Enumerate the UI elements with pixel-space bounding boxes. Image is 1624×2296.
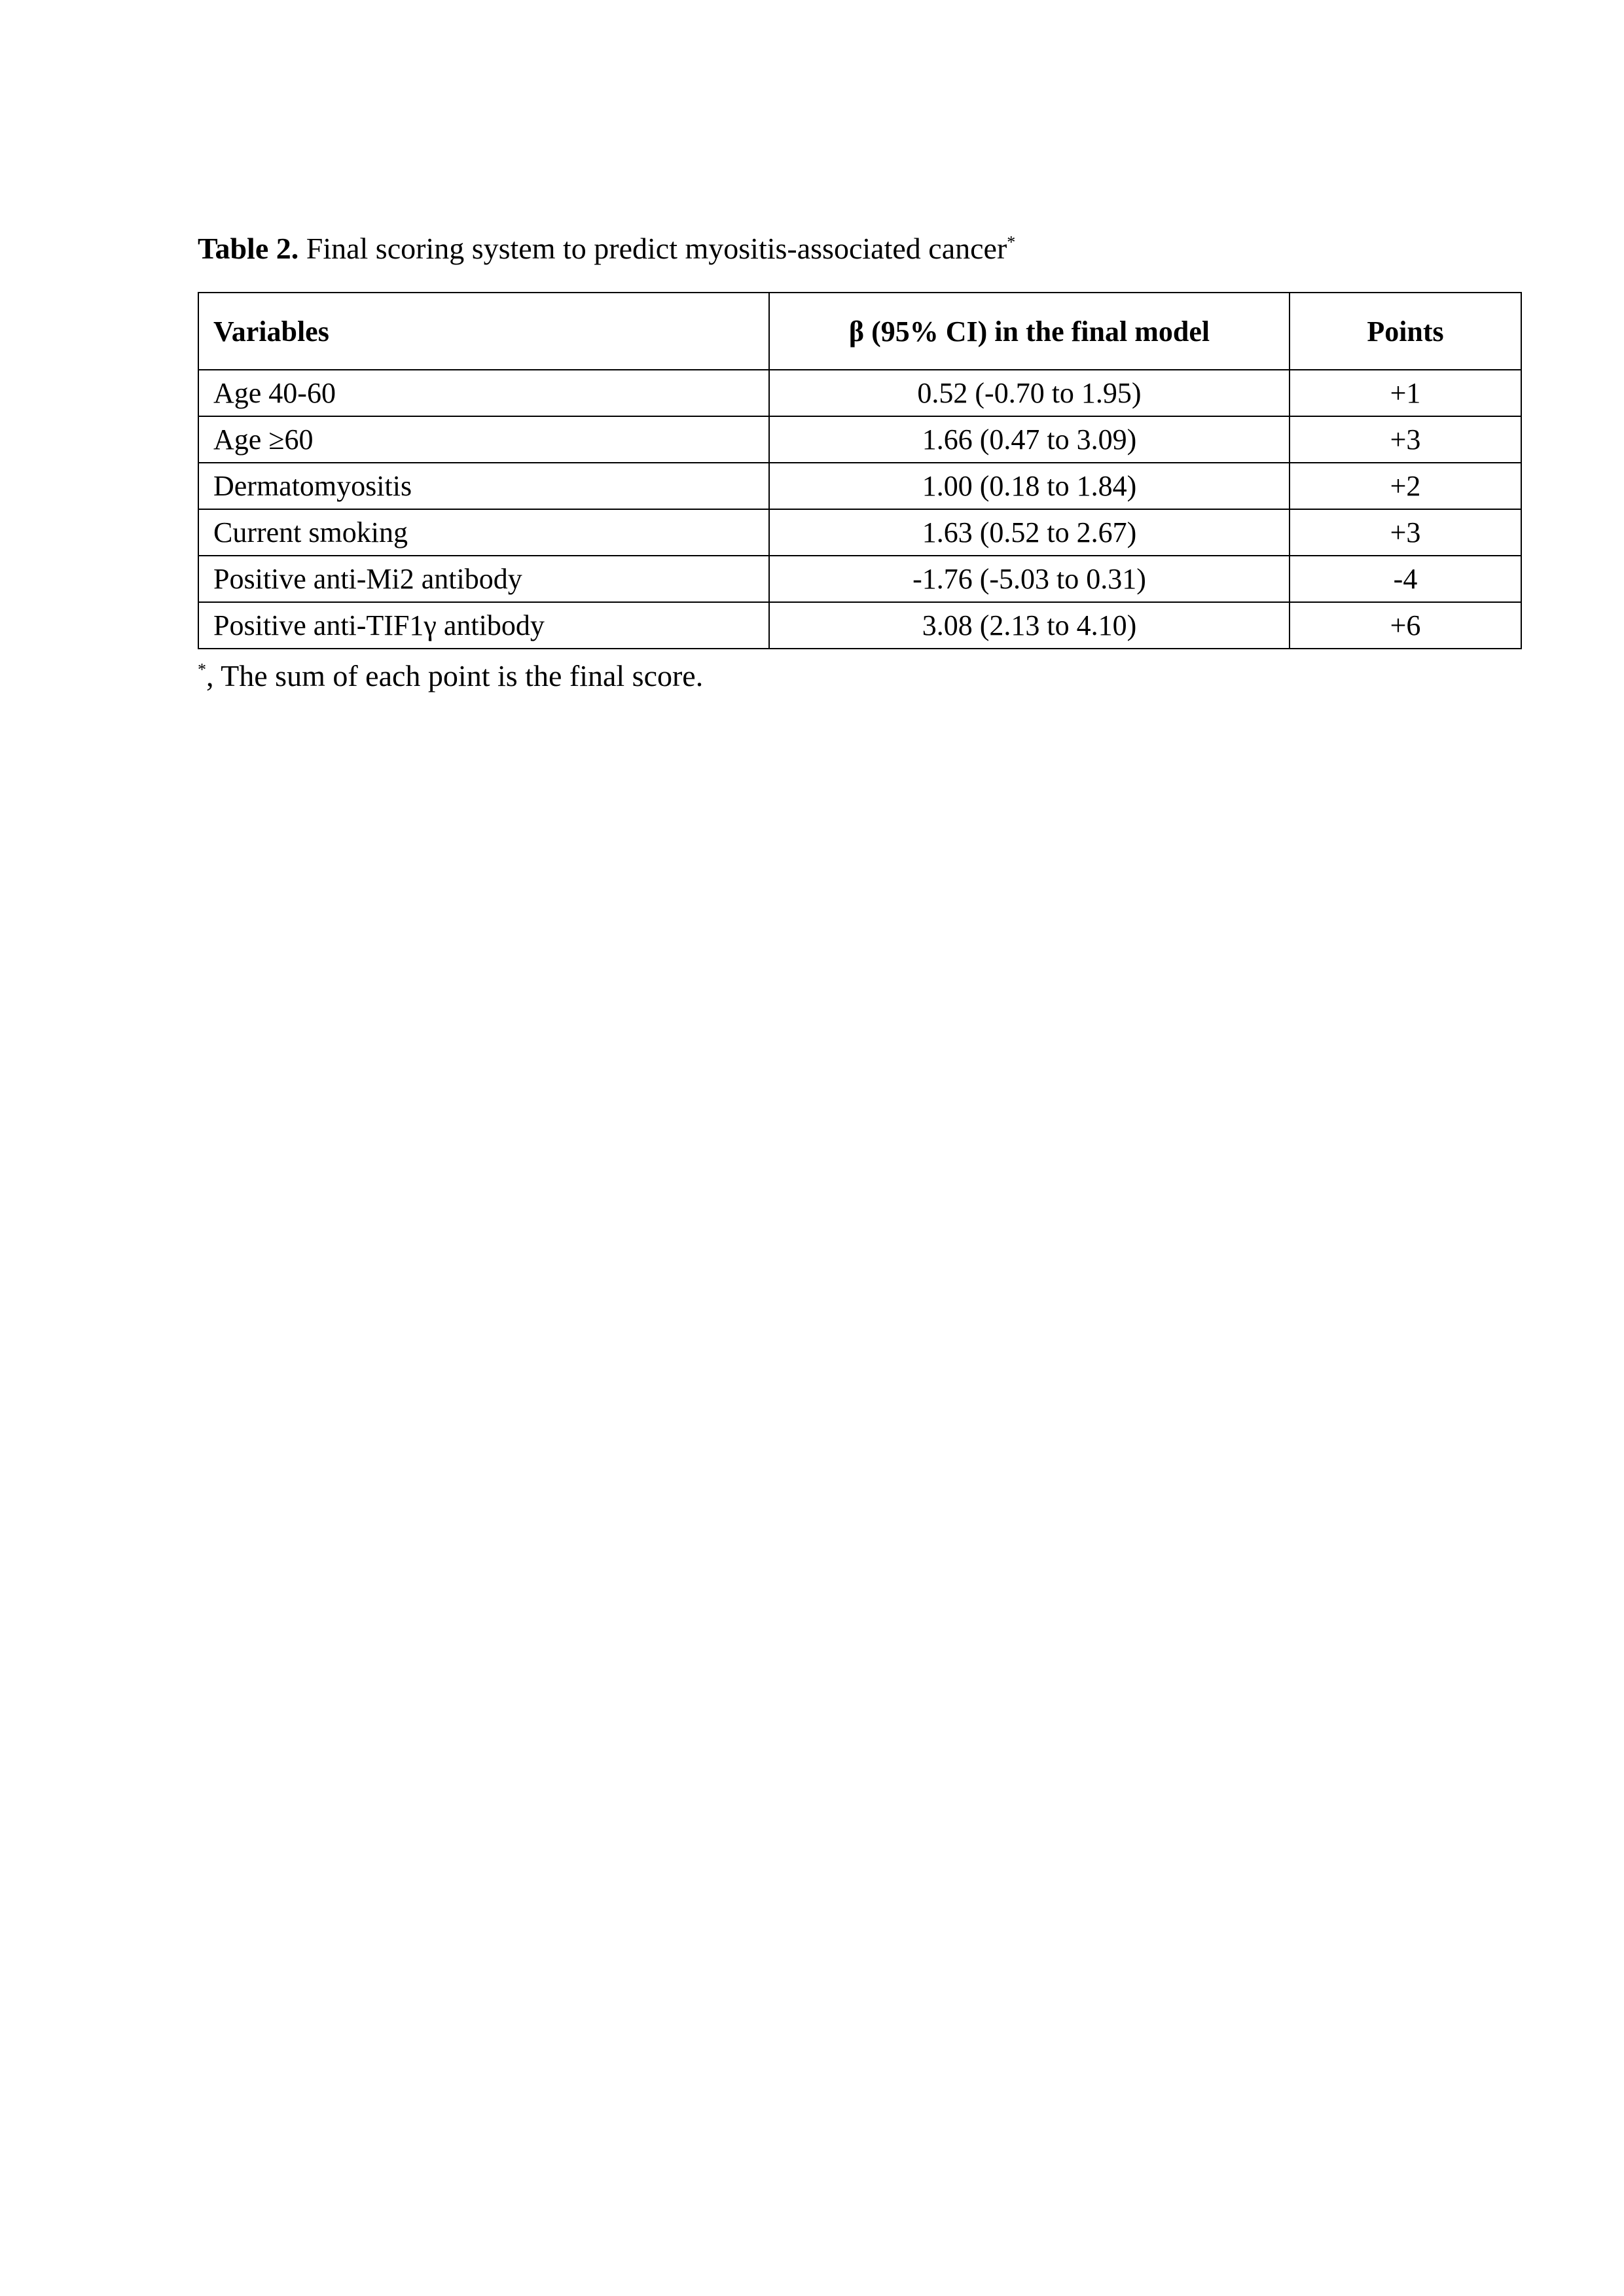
cell-points: +3 (1290, 509, 1521, 556)
cell-variable: Age ≥60 (198, 416, 769, 463)
table-header-row (198, 293, 1521, 370)
table-row (198, 370, 1521, 416)
cell-variable: Dermatomyositis (198, 463, 769, 509)
cell-beta: 0.52 (-0.70 to 1.95) (769, 370, 1290, 416)
scoring-table (198, 292, 1522, 649)
caption-footnote-marker: * (1007, 232, 1016, 252)
table-row (198, 602, 1521, 649)
cell-variable: Current smoking (198, 509, 769, 556)
cell-variable: Positive anti-Mi2 antibody (198, 556, 769, 602)
cell-beta: 1.63 (0.52 to 2.67) (769, 509, 1290, 556)
table-footnote (198, 658, 703, 694)
header-variables: Variables (198, 293, 769, 370)
cell-beta: 3.08 (2.13 to 4.10) (769, 602, 1290, 649)
cell-beta: 1.66 (0.47 to 3.09) (769, 416, 1290, 463)
table-row (198, 509, 1521, 556)
header-beta: β (95% CI) in the final model (769, 293, 1290, 370)
footnote-text: , The sum of each point is the final score. (206, 659, 704, 692)
cell-points: -4 (1290, 556, 1521, 602)
header-points: Points (1290, 293, 1521, 370)
table-row (198, 556, 1521, 602)
cell-points: +1 (1290, 370, 1521, 416)
cell-points: +3 (1290, 416, 1521, 463)
table-label: Table 2. (198, 232, 299, 265)
footnote-marker: * (198, 660, 206, 679)
cell-variable: Age 40-60 (198, 370, 769, 416)
cell-beta: -1.76 (-5.03 to 0.31) (769, 556, 1290, 602)
cell-variable: Positive anti-TIF1γ antibody (198, 602, 769, 649)
table-row (198, 463, 1521, 509)
cell-beta: 1.00 (0.18 to 1.84) (769, 463, 1290, 509)
table-caption-text: Final scoring system to predict myositis-associated cancer (298, 232, 1007, 265)
cell-points: +2 (1290, 463, 1521, 509)
table-caption (198, 230, 1015, 267)
cell-points: +6 (1290, 602, 1521, 649)
table-row (198, 416, 1521, 463)
